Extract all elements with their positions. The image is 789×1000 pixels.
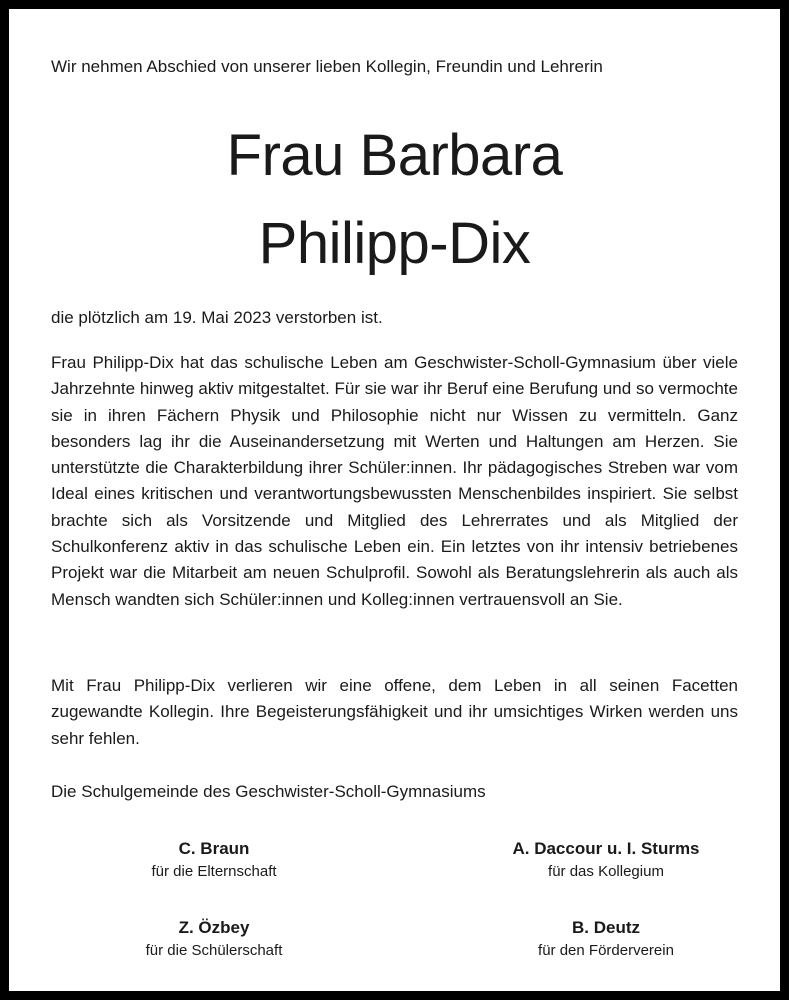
tribute-paragraph-1: Frau Philipp-Dix hat das schulische Leben am Geschwister-Scholl-Gymnasium über viele Jahrzehnte hinweg aktiv mitgestaltet. Für sie war ihr Beruf eine Berufung und so vermochte sie in ihren Fächern Physik und Philosophie nicht nur Wissen zu vermitteln. Ganz besonders lag ihr die Auseinandersetzung mit Werten und Haltungen am Herzen. Sie unterstützte die Charakterbildung ihrer Schüler:innen. Ihr pädagogisches Streben war vom Ideal eines kritischen und verantwortungsbewussten Menschenbildes inspiriert. Sie selbst brachte sich als Vorsitzende und Mitglied des Lehrerrates und als Mitglied der Schulkonferenz aktiv in das schulische Leben ein. Ein letztes von ihr intensiv betriebenes Projekt war die Mitarbeit am neuen Schulprofil. Sowohl als Beratungslehrerin als auch als Mensch wandten sich Schüler:innen und Kolleg:innen vertrauensvoll an Sie. <box>51 353 738 609</box>
signature-block <box>64 916 364 962</box>
signature-name: A. Daccour u. I. Sturms <box>512 839 700 858</box>
intro-text: Wir nehmen Abschied von unserer lieben Kollegin, Freundin und Lehrerin <box>51 57 603 76</box>
signature-name: Z. Özbey <box>178 918 250 937</box>
death-notice: die plötzlich am 19. Mai 2023 verstorben ist. <box>51 308 383 327</box>
signature-role: für die Schülerschaft <box>145 942 283 959</box>
closing-line: Die Schulgemeinde des Geschwister-Scholl-Gymnasiums <box>51 782 486 801</box>
signature-block <box>456 837 756 883</box>
signature-role: für das Kollegium <box>548 863 664 880</box>
deceased-name-line-2: Philipp-Dix <box>258 211 531 276</box>
signature-role: für den Förderverein <box>538 942 674 959</box>
tribute-paragraph-2: Mit Frau Philipp-Dix verlieren wir eine offene, dem Leben in all seinen Facetten zugewandte Kollegin. Ihre Begeisterungsfähigkeit und ihr umsichtiges Wirken werden uns sehr fehlen. <box>51 676 738 748</box>
signature-role: für die Elternschaft <box>151 863 277 880</box>
signature-name: B. Deutz <box>572 918 640 937</box>
deceased-name-line-1: Frau Barbara <box>226 123 563 188</box>
signature-block <box>64 837 364 883</box>
signature-block <box>456 916 756 962</box>
signature-name: C. Braun <box>178 839 250 858</box>
